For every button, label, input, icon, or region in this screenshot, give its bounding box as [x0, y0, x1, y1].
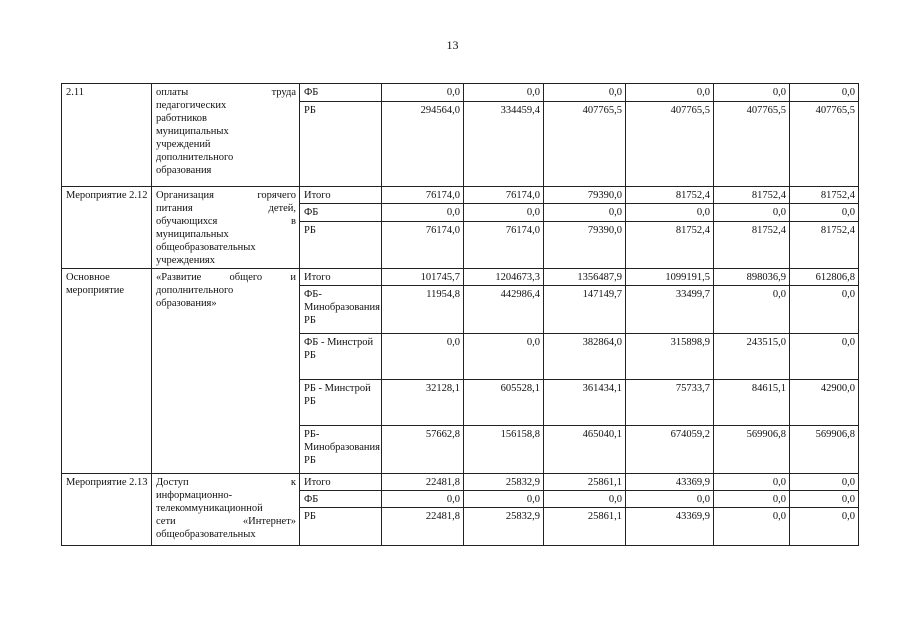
- amount-cell: 42900,0: [790, 380, 859, 426]
- amount-cell: 57662,8: [382, 426, 464, 474]
- amount-cell: 0,0: [382, 491, 464, 508]
- amount-cell: 25832,9: [464, 508, 544, 546]
- amount-cell: 79390,0: [544, 221, 626, 268]
- amount-cell: 0,0: [714, 204, 790, 221]
- measure-name-line: телекоммуникационной: [156, 503, 263, 514]
- amount-cell: 0,0: [544, 84, 626, 102]
- amount-cell: 81752,4: [626, 221, 714, 268]
- amount-cell: 0,0: [382, 84, 464, 102]
- measure-name-line: «Развитие общего и: [156, 272, 296, 283]
- amount-cell: 84615,1: [714, 380, 790, 426]
- measure-name-line: общеобразовательных: [156, 242, 256, 253]
- table-row: [62, 474, 859, 491]
- table-row: [62, 84, 859, 102]
- measure-name-line: учреждениях: [156, 255, 216, 266]
- amount-cell: 101745,7: [382, 269, 464, 286]
- amount-cell: 11954,8: [382, 286, 464, 334]
- measure-code-cell: Основное мероприятие: [62, 269, 152, 474]
- measure-name-cell: [152, 474, 300, 546]
- amount-cell: 0,0: [714, 491, 790, 508]
- funding-table: [61, 83, 859, 546]
- amount-cell: 442986,4: [464, 286, 544, 334]
- measure-name-line: обучающихся в: [156, 216, 296, 227]
- amount-cell: 81752,4: [790, 187, 859, 204]
- measure-name-line: муниципальных: [156, 126, 229, 137]
- measure-name-line: учреждений: [156, 139, 211, 150]
- funding-source-cell: РБ: [300, 508, 382, 546]
- amount-cell: 0,0: [464, 491, 544, 508]
- table-row: [62, 187, 859, 204]
- table-row: [62, 269, 859, 286]
- measure-name-line: информационно-: [156, 490, 233, 501]
- amount-cell: 0,0: [464, 84, 544, 102]
- amount-cell: 79390,0: [544, 187, 626, 204]
- measure-name-line: общеобразовательных: [156, 529, 256, 540]
- amount-cell: 0,0: [464, 334, 544, 380]
- amount-cell: 32128,1: [382, 380, 464, 426]
- measure-name-cell: [152, 269, 300, 474]
- amount-cell: 43369,9: [626, 474, 714, 491]
- amount-cell: 407765,5: [544, 102, 626, 187]
- amount-cell: 0,0: [790, 491, 859, 508]
- amount-cell: 25832,9: [464, 474, 544, 491]
- amount-cell: 76174,0: [464, 221, 544, 268]
- amount-cell: 25861,1: [544, 474, 626, 491]
- amount-cell: 1099191,5: [626, 269, 714, 286]
- funding-source-cell: ФБ-Минобразования РБ: [300, 286, 382, 334]
- amount-cell: 0,0: [544, 204, 626, 221]
- measure-name-line: Организация горячего: [156, 190, 296, 201]
- amount-cell: 294564,0: [382, 102, 464, 187]
- funding-source-cell: ФБ: [300, 84, 382, 102]
- measure-name-cell: [152, 84, 300, 187]
- amount-cell: 81752,4: [714, 187, 790, 204]
- funding-source-cell: Итого: [300, 269, 382, 286]
- amount-cell: 315898,9: [626, 334, 714, 380]
- amount-cell: 0,0: [714, 508, 790, 546]
- funding-source-cell: РБ-Минобразования РБ: [300, 426, 382, 474]
- amount-cell: 22481,8: [382, 508, 464, 546]
- amount-cell: 147149,7: [544, 286, 626, 334]
- funding-source-cell: ФБ: [300, 491, 382, 508]
- amount-cell: 22481,8: [382, 474, 464, 491]
- funding-source-cell: Итого: [300, 187, 382, 204]
- amount-cell: 674059,2: [626, 426, 714, 474]
- measure-name-line: питания детей,: [156, 203, 296, 214]
- amount-cell: 1356487,9: [544, 269, 626, 286]
- amount-cell: 76174,0: [464, 187, 544, 204]
- amount-cell: 407765,5: [790, 102, 859, 187]
- measure-name-line: работников: [156, 113, 207, 124]
- amount-cell: 361434,1: [544, 380, 626, 426]
- amount-cell: 81752,4: [714, 221, 790, 268]
- amount-cell: 75733,7: [626, 380, 714, 426]
- amount-cell: 25861,1: [544, 508, 626, 546]
- amount-cell: 407765,5: [626, 102, 714, 187]
- funding-source-cell: РБ - Минстрой РБ: [300, 380, 382, 426]
- amount-cell: 0,0: [714, 474, 790, 491]
- measure-name-line: сети «Интернет»: [156, 516, 296, 527]
- amount-cell: 0,0: [790, 204, 859, 221]
- measure-code-cell: 2.11: [62, 84, 152, 187]
- measure-name-line: дополнительного: [156, 285, 234, 296]
- amount-cell: 0,0: [790, 508, 859, 546]
- amount-cell: 569906,8: [714, 426, 790, 474]
- funding-source-cell: ФБ: [300, 204, 382, 221]
- amount-cell: 0,0: [714, 84, 790, 102]
- measure-name-line: Доступ к: [156, 477, 296, 488]
- amount-cell: 0,0: [382, 204, 464, 221]
- amount-cell: 76174,0: [382, 187, 464, 204]
- measure-name-line: оплаты труда: [156, 87, 296, 98]
- measure-name-line: образования»: [156, 298, 217, 309]
- funding-source-cell: РБ: [300, 102, 382, 187]
- amount-cell: 0,0: [790, 474, 859, 491]
- measure-name-line: образования: [156, 165, 212, 176]
- amount-cell: 0,0: [464, 204, 544, 221]
- amount-cell: 569906,8: [790, 426, 859, 474]
- measure-name-cell: [152, 187, 300, 269]
- amount-cell: 76174,0: [382, 221, 464, 268]
- amount-cell: 612806,8: [790, 269, 859, 286]
- amount-cell: 0,0: [382, 334, 464, 380]
- amount-cell: 0,0: [626, 204, 714, 221]
- amount-cell: 0,0: [626, 84, 714, 102]
- amount-cell: 334459,4: [464, 102, 544, 187]
- funding-source-cell: РБ: [300, 221, 382, 268]
- measure-name-line: педагогических: [156, 100, 227, 111]
- amount-cell: 465040,1: [544, 426, 626, 474]
- amount-cell: 382864,0: [544, 334, 626, 380]
- amount-cell: 605528,1: [464, 380, 544, 426]
- amount-cell: 407765,5: [714, 102, 790, 187]
- measure-name-line: дополнительного: [156, 152, 234, 163]
- amount-cell: 0,0: [790, 334, 859, 380]
- amount-cell: 0,0: [790, 84, 859, 102]
- measure-name-line: муниципальных: [156, 229, 229, 240]
- amount-cell: 81752,4: [790, 221, 859, 268]
- amount-cell: 0,0: [626, 491, 714, 508]
- measure-code-cell: Мероприятие 2.12: [62, 187, 152, 269]
- funding-source-cell: ФБ - Минстрой РБ: [300, 334, 382, 380]
- amount-cell: 0,0: [790, 286, 859, 334]
- amount-cell: 0,0: [544, 491, 626, 508]
- amount-cell: 156158,8: [464, 426, 544, 474]
- amount-cell: 243515,0: [714, 334, 790, 380]
- amount-cell: 43369,9: [626, 508, 714, 546]
- amount-cell: 33499,7: [626, 286, 714, 334]
- amount-cell: 898036,9: [714, 269, 790, 286]
- amount-cell: 0,0: [714, 286, 790, 334]
- page-number: 13: [446, 38, 459, 52]
- amount-cell: 1204673,3: [464, 269, 544, 286]
- amount-cell: 81752,4: [626, 187, 714, 204]
- measure-code-cell: Мероприятие 2.13: [62, 474, 152, 546]
- funding-source-cell: Итого: [300, 474, 382, 491]
